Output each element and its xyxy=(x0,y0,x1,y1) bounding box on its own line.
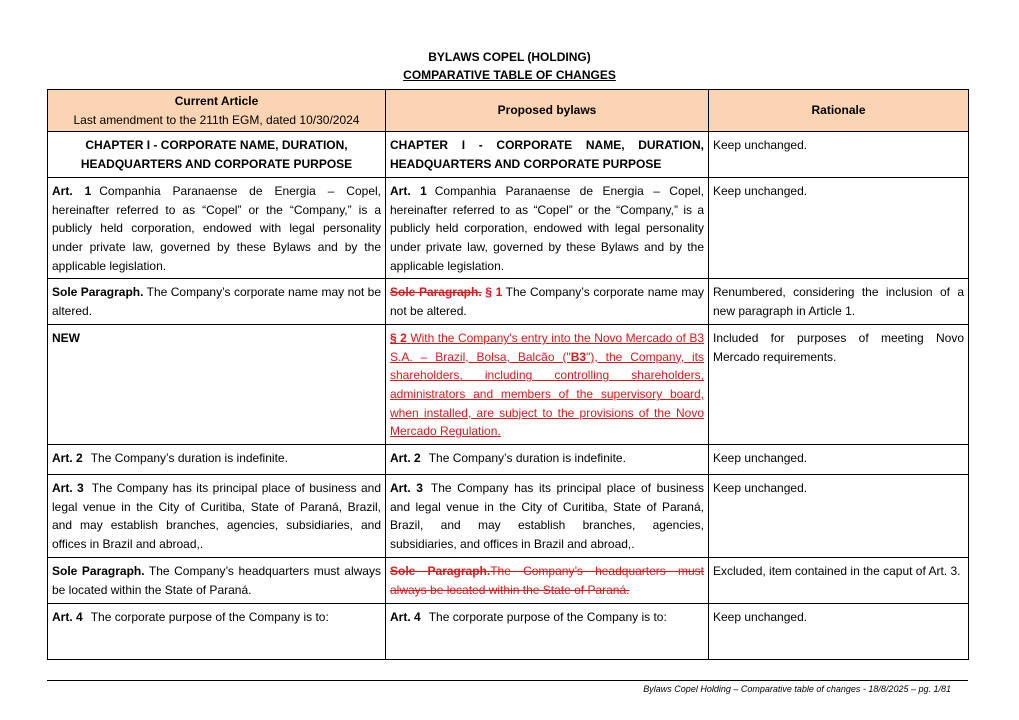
column-header-rationale: Rationale xyxy=(709,90,969,132)
current-cell xyxy=(48,475,386,558)
current-cell xyxy=(48,558,386,604)
footer-divider xyxy=(47,680,968,681)
rationale-cell: Excluded, item contained in the caput of Art. 3. xyxy=(709,558,969,604)
article-text: The Company’s headquarters must always be located within the State of Paraná. xyxy=(52,564,381,597)
article-text: The corporate purpose of the Company is to: xyxy=(90,610,329,625)
rationale-cell: Keep unchanged. xyxy=(709,475,969,558)
proposed-cell xyxy=(386,445,709,475)
proposed-cell: CHAPTER I - CORPORATE NAME, DURATION, HEADQUARTERS AND CORPORATE PURPOSE xyxy=(386,132,709,178)
proposed-cell xyxy=(386,558,709,604)
deleted-text: The Company’s headquarters must always be located within the State of Paraná. xyxy=(390,564,704,597)
table-row xyxy=(48,178,969,279)
column-header-current-subtitle: Last amendment to the 211th EGM, dated 10/30/2024 xyxy=(73,112,360,127)
proposed-cell xyxy=(386,475,709,558)
article-label: Art. 1 xyxy=(52,184,92,199)
table-row xyxy=(48,445,969,475)
page-footer: Bylaws Copel Holding – Comparative table of changes - 18/8/2025 – pg. 1/81 xyxy=(643,684,951,694)
column-header-current-title: Current Article xyxy=(174,94,259,108)
rationale-cell: Keep unchanged. xyxy=(709,604,969,660)
article-text: The Company’s duration is indefinite. xyxy=(428,451,626,466)
article-label: Art. 2 xyxy=(390,451,421,466)
current-cell xyxy=(48,604,386,660)
article-text: The corporate purpose of the Company is to: xyxy=(428,610,667,625)
table-row xyxy=(48,325,969,445)
inserted-text: With the Company's entry into the Novo Mercado of B3 S.A. – Brazil, Bolsa, Balcão (" xyxy=(390,331,704,364)
deleted-label: Sole Paragraph. xyxy=(390,564,491,579)
current-cell xyxy=(48,279,386,325)
article-text: Companhia Paranaense de Energia – Copel, hereinafter referred to as “Copel” or the “Company,” is a publicly held corporation, endowed with legal personality under private law, governed by these Bylaws and by the applicable legislation. xyxy=(52,184,381,273)
article-label: Art. 3 xyxy=(390,481,423,496)
table-row xyxy=(48,558,969,604)
article-label: Art. 2 xyxy=(52,451,83,466)
article-text: The Company has its principal place of business and legal venue in the City of Curitiba, State of Paraná, Brazil, and may establish branches, agencies, subsidiaries, and offices in Brazil and abroad,. xyxy=(52,481,381,551)
article-label: Art. 4 xyxy=(390,610,421,625)
current-cell: NEW xyxy=(48,325,386,445)
article-label: Art. 1 xyxy=(390,184,427,199)
proposed-cell xyxy=(386,325,709,445)
inserted-label: § 2 xyxy=(390,331,407,346)
comparative-table xyxy=(47,89,969,660)
proposed-cell xyxy=(386,279,709,325)
current-cell xyxy=(48,445,386,475)
article-text: The Company has its principal place of business and legal venue in the City of Curitiba, State of Paraná, Brazil, and may establish branches, agencies, subsidiaries, and offices in Brazil and abroad,. xyxy=(390,481,704,551)
document-title: BYLAWS COPEL (HOLDING) xyxy=(428,50,591,64)
inserted-text-bold: B3 xyxy=(570,349,587,364)
inserted-text: "), the Company, its shareholders, including controlling shareholders, administrators and members of the supervisory board, when installed, are subject to the provisions of the Novo Mercado Regulation. xyxy=(390,349,704,439)
table-row xyxy=(48,279,969,325)
deleted-label: Sole Paragraph. xyxy=(390,285,482,300)
current-cell: CHAPTER I - CORPORATE NAME, DURATION, HEADQUARTERS AND CORPORATE PURPOSE xyxy=(48,132,386,178)
rationale-cell: Included for purposes of meeting Novo Mercado requirements. xyxy=(709,325,969,445)
column-header-current xyxy=(48,90,386,132)
current-cell xyxy=(48,178,386,279)
rationale-cell: Keep unchanged. xyxy=(709,132,969,178)
article-text: Companhia Paranaense de Energia – Copel, hereinafter referred to as “Copel” or the “Company,” is a publicly held corporation, endowed with legal personality under private law, governed by these Bylaws and by the applicable legislation. xyxy=(390,184,704,273)
rationale-cell: Keep unchanged. xyxy=(709,178,969,279)
article-text: The Company’s duration is indefinite. xyxy=(90,451,288,466)
article-label: Sole Paragraph. xyxy=(52,564,145,579)
proposed-cell xyxy=(386,178,709,279)
article-label: Sole Paragraph. xyxy=(52,285,144,300)
rationale-cell: Keep unchanged. xyxy=(709,445,969,475)
rationale-cell: Renumbered, considering the inclusion of a new paragraph in Article 1. xyxy=(709,279,969,325)
article-text: The Company’s corporate name may not be altered. xyxy=(390,285,704,318)
table-row xyxy=(48,475,969,558)
table-header-row xyxy=(48,90,969,132)
table-row xyxy=(48,132,969,178)
proposed-cell xyxy=(386,604,709,660)
table-row xyxy=(48,604,969,660)
column-header-proposed: Proposed bylaws xyxy=(386,90,709,132)
article-label: Art. 3 xyxy=(52,481,84,496)
article-label: Art. 4 xyxy=(52,610,83,625)
article-text: The Company’s corporate name may not be altered. xyxy=(52,285,382,318)
document-subtitle: COMPARATIVE TABLE OF CHANGES xyxy=(403,68,616,82)
inserted-label: § 1 xyxy=(485,285,503,300)
